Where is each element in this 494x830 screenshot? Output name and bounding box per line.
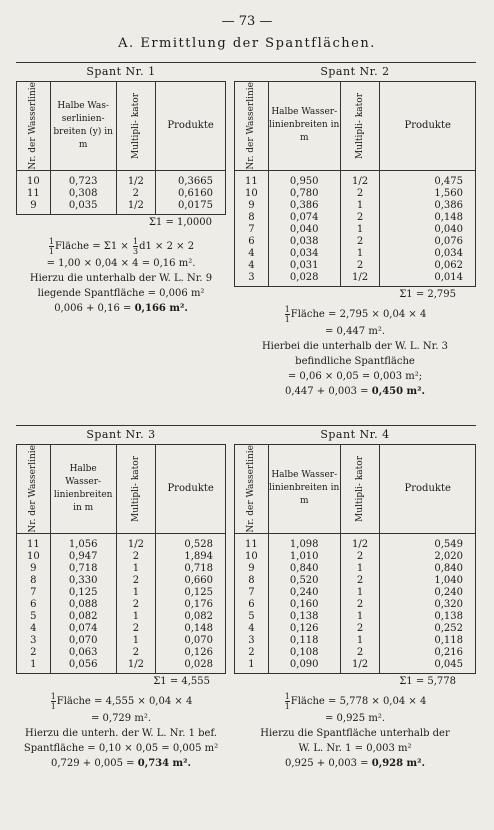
cell-wl: 3 xyxy=(235,272,269,287)
result-line: 0,447 + 0,003 = 0,450 m². xyxy=(285,385,425,397)
cell-wl: 5 xyxy=(17,611,51,623)
cell-wl: 9 xyxy=(235,563,269,575)
cell-prod: 0,126 xyxy=(156,647,226,659)
cell-mult: 2 xyxy=(116,623,156,635)
cell-mult: 2 xyxy=(340,623,380,635)
cell-mult: 1 xyxy=(116,635,156,647)
calc-line: = 0,729 m². xyxy=(90,712,152,724)
cell-prod: 0,475 xyxy=(380,170,476,188)
spant-2-calc xyxy=(234,305,476,399)
cell-mult: 2 xyxy=(340,599,380,611)
cell-wl: 1 xyxy=(17,659,51,674)
cell-wl: 5 xyxy=(235,611,269,623)
cell-mult: 1 xyxy=(340,563,380,575)
calc-line: Hierzu die Spantfläche unterhalb der xyxy=(260,727,450,739)
cell-mult: 2 xyxy=(116,551,156,563)
cell-prod: 0,528 xyxy=(156,533,226,551)
cell-hw: 0,950 xyxy=(268,170,340,188)
table-row xyxy=(235,170,476,188)
spant-1-calc xyxy=(16,237,226,316)
cell-prod: 0,3665 xyxy=(156,170,226,188)
calc-line: = 0,06 × 0,05 = 0,003 m²; xyxy=(287,370,423,382)
cell-hw: 0,138 xyxy=(268,611,340,623)
cell-hw: 0,108 xyxy=(268,647,340,659)
table-row xyxy=(235,647,476,659)
cell-hw: 0,074 xyxy=(268,212,340,224)
cell-mult: 1 xyxy=(340,635,380,647)
col-header-hw: Halbe Wasser- linienbreiten in m xyxy=(50,445,116,533)
cell-hw: 1,056 xyxy=(50,533,116,551)
calc-line: = 0,447 m². xyxy=(324,325,386,337)
table-row xyxy=(235,659,476,674)
calc-line: W. L. Nr. 1 = 0,003 m² xyxy=(298,742,412,754)
table-row xyxy=(235,575,476,587)
table-row xyxy=(17,623,226,635)
cell-wl: 8 xyxy=(235,212,269,224)
cell-mult: 1/2 xyxy=(116,533,156,551)
cell-prod: 0,125 xyxy=(156,587,226,599)
table-row xyxy=(17,647,226,659)
cell-mult: 2 xyxy=(116,575,156,587)
formula-line: $\frac{1}{1}$ Fläche = 5,778 × 0,04 × 4 xyxy=(284,691,427,711)
table-row xyxy=(235,635,476,647)
cell-mult: 1 xyxy=(340,248,380,260)
cell-prod: 0,040 xyxy=(380,224,476,236)
cell-mult: 1 xyxy=(340,587,380,599)
cell-wl: 4 xyxy=(17,623,51,635)
cell-wl: 3 xyxy=(235,635,269,647)
table-row xyxy=(235,260,476,272)
cell-prod: 0,082 xyxy=(156,611,226,623)
spant-4-table xyxy=(234,445,476,674)
cell-mult: 1 xyxy=(340,611,380,623)
cell-hw: 0,386 xyxy=(268,200,340,212)
cell-hw: 1,098 xyxy=(268,533,340,551)
formula-line: $\frac{1}{1}$ Fläche = 2,795 × 0,04 × 4 xyxy=(284,304,427,324)
cell-mult: 2 xyxy=(116,599,156,611)
table-row xyxy=(235,272,476,287)
cell-mult: 1/2 xyxy=(116,200,156,215)
cell-prod: 0,138 xyxy=(380,611,476,623)
cell-hw: 0,125 xyxy=(50,587,116,599)
cell-wl: 9 xyxy=(17,563,51,575)
cell-wl: 2 xyxy=(235,647,269,659)
cell-wl: 8 xyxy=(235,575,269,587)
cell-prod: 0,070 xyxy=(156,635,226,647)
col-header-prod: Produkte xyxy=(156,82,226,170)
calc-line: befindliche Spantfläche xyxy=(295,355,415,367)
cell-mult: 2 xyxy=(340,575,380,587)
spant-2-table xyxy=(234,82,476,287)
cell-hw: 0,160 xyxy=(268,599,340,611)
table-row xyxy=(235,188,476,200)
cell-hw: 0,780 xyxy=(268,188,340,200)
spant-4-panel xyxy=(234,426,476,771)
calc-line: Hierzu die unterh. der W. L. Nr. 1 bef. xyxy=(25,727,217,739)
cell-hw: 0,063 xyxy=(50,647,116,659)
section-heading: A. Ermittlung der Spantflächen. xyxy=(118,36,376,51)
cell-mult: 2 xyxy=(340,212,380,224)
cell-wl: 10 xyxy=(17,170,51,188)
cell-mult: 1/2 xyxy=(340,659,380,674)
cell-mult: 2 xyxy=(340,260,380,272)
table-row xyxy=(17,533,226,551)
cell-prod: 1,560 xyxy=(380,188,476,200)
col-header-wl: Nr. der Wasserlinie xyxy=(235,82,269,170)
table-row xyxy=(17,587,226,599)
cell-prod: 0,386 xyxy=(380,200,476,212)
cell-hw: 0,126 xyxy=(268,623,340,635)
cell-mult: 1/2 xyxy=(116,170,156,188)
cell-mult: 1/2 xyxy=(340,272,380,287)
table-row xyxy=(235,212,476,224)
table-row xyxy=(17,575,226,587)
spant-3-title: Spant Nr. 3 xyxy=(16,426,226,445)
cell-mult: 1/2 xyxy=(340,533,380,551)
cell-prod: 0,240 xyxy=(380,587,476,599)
table-row xyxy=(235,611,476,623)
cell-wl: 9 xyxy=(235,200,269,212)
col-header-wl: Nr. der Wasserlinie xyxy=(17,445,51,533)
calc-line: Hierzu die unterhalb der W. L. Nr. 9 xyxy=(29,272,213,284)
cell-prod: 0,252 xyxy=(380,623,476,635)
cell-prod: 0,148 xyxy=(380,212,476,224)
cell-prod: 0,148 xyxy=(156,623,226,635)
cell-mult: 1 xyxy=(340,200,380,212)
table-row xyxy=(235,563,476,575)
cell-prod: 0,045 xyxy=(380,659,476,674)
spant-1-title: Spant Nr. 1 xyxy=(16,63,226,82)
cell-wl: 6 xyxy=(235,236,269,248)
cell-wl: 3 xyxy=(17,635,51,647)
cell-wl: 10 xyxy=(235,188,269,200)
table-row xyxy=(17,200,226,215)
cell-wl: 7 xyxy=(17,587,51,599)
calc-line: = 1,00 × 0,04 × 4 = 0,16 m². xyxy=(46,257,196,269)
cell-hw: 0,056 xyxy=(50,659,116,674)
cell-prod: 0,718 xyxy=(156,563,226,575)
cell-hw: 0,034 xyxy=(268,248,340,260)
table-row xyxy=(17,563,226,575)
cell-prod: 2,020 xyxy=(380,551,476,563)
result-line: 0,006 + 0,16 = 0,166 m². xyxy=(54,302,188,314)
col-header-mult: Multipli- kator xyxy=(116,82,156,170)
cell-mult: 2 xyxy=(340,188,380,200)
spant-2-panel xyxy=(234,63,476,399)
page-number: — 73 — xyxy=(221,14,273,29)
cell-hw: 0,330 xyxy=(50,575,116,587)
cell-wl: 4 xyxy=(235,248,269,260)
cell-prod: 0,0175 xyxy=(156,200,226,215)
col-header-wl: Nr. der Wasserlinie xyxy=(235,445,269,533)
cell-wl: 7 xyxy=(235,587,269,599)
cell-wl: 1 xyxy=(235,659,269,674)
table-row xyxy=(235,224,476,236)
spant-1-panel xyxy=(16,63,226,316)
cell-prod: 0,014 xyxy=(380,272,476,287)
cell-mult: 1 xyxy=(116,611,156,623)
cell-wl: 6 xyxy=(17,599,51,611)
table-row xyxy=(235,248,476,260)
spant-4-sum: Σ1 = 5,778 xyxy=(399,675,456,687)
cell-wl: 10 xyxy=(235,551,269,563)
cell-hw: 0,947 xyxy=(50,551,116,563)
spant-3-calc xyxy=(16,692,226,771)
cell-hw: 0,082 xyxy=(50,611,116,623)
cell-prod: 0,118 xyxy=(380,635,476,647)
calc-line: = 0,925 m². xyxy=(324,712,386,724)
cell-prod: 0,216 xyxy=(380,647,476,659)
cell-prod: 0,076 xyxy=(380,236,476,248)
table-row xyxy=(17,551,226,563)
cell-wl: 11 xyxy=(17,188,51,200)
spant-3-table xyxy=(16,445,226,674)
table-row xyxy=(235,236,476,248)
cell-hw: 0,028 xyxy=(268,272,340,287)
cell-hw: 0,088 xyxy=(50,599,116,611)
spant-4-title: Spant Nr. 4 xyxy=(234,426,476,445)
cell-wl: 7 xyxy=(235,224,269,236)
cell-wl: 6 xyxy=(235,599,269,611)
cell-prod: 0,062 xyxy=(380,260,476,272)
cell-hw: 0,038 xyxy=(268,236,340,248)
col-header-mult: Multipli- kator xyxy=(340,445,380,533)
table-row xyxy=(235,200,476,212)
cell-prod: 0,320 xyxy=(380,599,476,611)
cell-mult: 1 xyxy=(116,587,156,599)
cell-hw: 0,723 xyxy=(50,170,116,188)
spant-4-calc xyxy=(234,692,476,771)
col-header-prod: Produkte xyxy=(380,82,476,170)
cell-hw: 0,074 xyxy=(50,623,116,635)
cell-prod: 0,6160 xyxy=(156,188,226,200)
calc-line: liegende Spantfläche = 0,006 m² xyxy=(37,287,205,299)
spant-3-panel xyxy=(16,426,226,771)
spant-1-sum: Σ1 = 1,0000 xyxy=(148,216,212,228)
spant-2-sum: Σ1 = 2,795 xyxy=(399,288,456,300)
col-header-prod: Produkte xyxy=(380,445,476,533)
cell-hw: 0,031 xyxy=(268,260,340,272)
cell-hw: 0,308 xyxy=(50,188,116,200)
cell-mult: 2 xyxy=(340,551,380,563)
cell-prod: 1,894 xyxy=(156,551,226,563)
cell-wl: 2 xyxy=(17,647,51,659)
col-header-hw: Halbe Wasser- linienbreiten in m xyxy=(268,82,340,170)
cell-wl: 11 xyxy=(235,170,269,188)
formula-line: $\frac{1}{1}$ Fläche = 4,555 × 0,04 × 4 xyxy=(50,691,193,711)
cell-hw: 0,840 xyxy=(268,563,340,575)
table-row xyxy=(17,611,226,623)
col-header-wl: Nr. der Wasserlinie xyxy=(17,82,51,170)
table-row xyxy=(235,587,476,599)
cell-prod: 0,028 xyxy=(156,659,226,674)
cell-mult: 2 xyxy=(340,236,380,248)
calc-line: Spantfläche = 0,10 × 0,05 = 0,005 m² xyxy=(23,742,219,754)
cell-mult: 1/2 xyxy=(340,170,380,188)
table-row xyxy=(17,659,226,674)
col-header-hw: Halbe Was- serlinien- breiten (y) in m xyxy=(50,82,116,170)
table-row xyxy=(235,599,476,611)
cell-hw: 1,010 xyxy=(268,551,340,563)
cell-prod: 0,549 xyxy=(380,533,476,551)
table-row xyxy=(235,623,476,635)
col-header-hw: Halbe Wasser- linienbreiten in m xyxy=(268,445,340,533)
cell-wl: 4 xyxy=(235,260,269,272)
cell-hw: 0,035 xyxy=(50,200,116,215)
cell-mult: 2 xyxy=(116,647,156,659)
cell-wl: 11 xyxy=(17,533,51,551)
table-row xyxy=(17,170,226,188)
formula-line: $\frac{1}{1}$ Fläche = Σ1 × $\frac{1}{3}$ d1 × 2 × 2 xyxy=(48,236,195,256)
cell-hw: 0,118 xyxy=(268,635,340,647)
cell-wl: 4 xyxy=(235,623,269,635)
table-row xyxy=(17,635,226,647)
cell-mult: 2 xyxy=(116,188,156,200)
cell-hw: 0,070 xyxy=(50,635,116,647)
cell-hw: 0,090 xyxy=(268,659,340,674)
cell-hw: 0,040 xyxy=(268,224,340,236)
table-row xyxy=(235,551,476,563)
cell-mult: 1 xyxy=(116,563,156,575)
cell-hw: 0,240 xyxy=(268,587,340,599)
cell-prod: 1,040 xyxy=(380,575,476,587)
table-row xyxy=(17,599,226,611)
table-row xyxy=(17,188,226,200)
cell-prod: 0,660 xyxy=(156,575,226,587)
cell-prod: 0,176 xyxy=(156,599,226,611)
cell-wl: 8 xyxy=(17,575,51,587)
result-line: 0,729 + 0,005 = 0,734 m². xyxy=(51,757,191,769)
cell-hw: 0,718 xyxy=(50,563,116,575)
col-header-mult: Multipli- kator xyxy=(340,82,380,170)
cell-wl: 9 xyxy=(17,200,51,215)
table-row xyxy=(235,533,476,551)
cell-hw: 0,520 xyxy=(268,575,340,587)
cell-prod: 0,840 xyxy=(380,563,476,575)
cell-prod: 0,034 xyxy=(380,248,476,260)
cell-mult: 1 xyxy=(340,224,380,236)
col-header-mult: Multipli- kator xyxy=(116,445,156,533)
col-header-prod: Produkte xyxy=(156,445,226,533)
result-line: 0,925 + 0,003 = 0,928 m². xyxy=(285,757,425,769)
spant-3-sum: Σ1 = 4,555 xyxy=(153,675,210,687)
spant-2-title: Spant Nr. 2 xyxy=(234,63,476,82)
spant-1-table xyxy=(16,82,226,215)
cell-mult: 2 xyxy=(340,647,380,659)
cell-wl: 10 xyxy=(17,551,51,563)
cell-wl: 11 xyxy=(235,533,269,551)
calc-line: Hierbei die unterhalb der W. L. Nr. 3 xyxy=(261,340,449,352)
cell-mult: 1/2 xyxy=(116,659,156,674)
